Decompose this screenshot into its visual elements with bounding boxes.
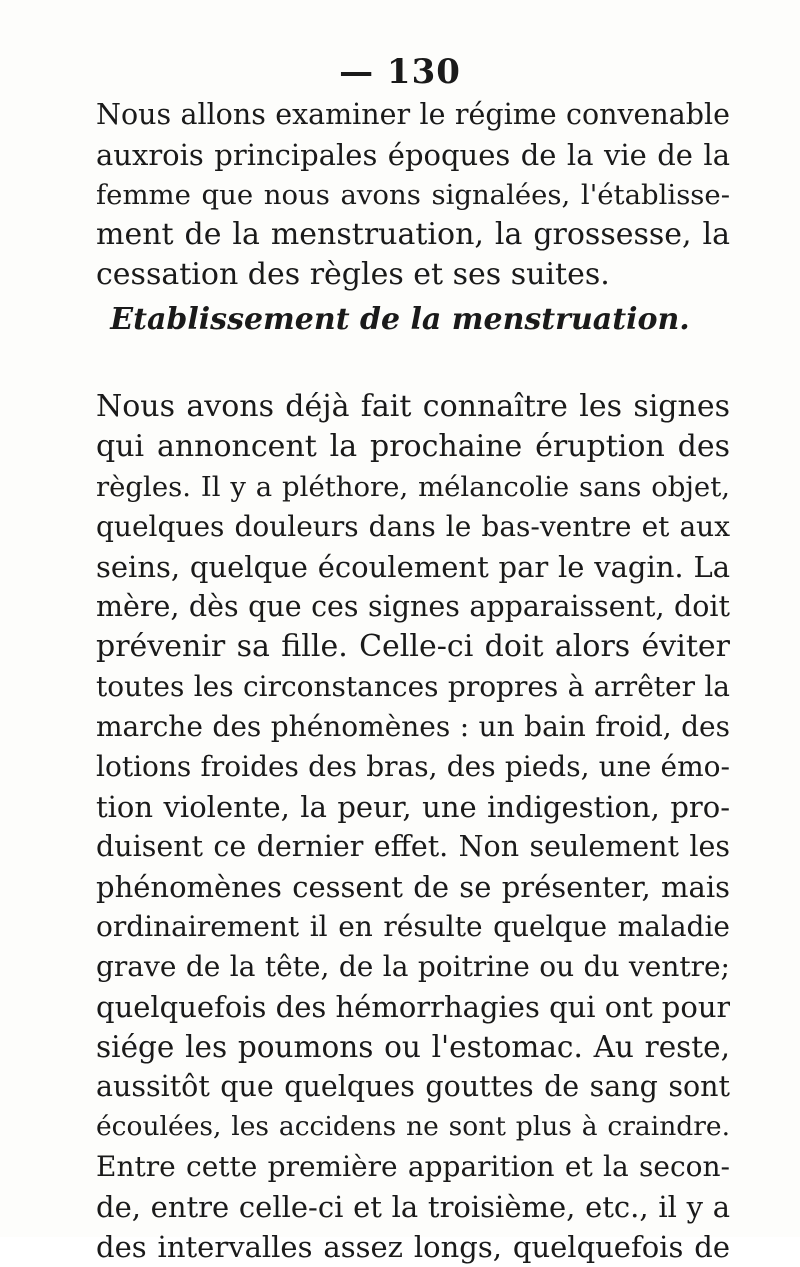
text-line: siége les poumons ou l'estomac. Au reste, (96, 1030, 730, 1064)
text-line: règles. Il y a pléthore, mélancolie sans objet, (96, 471, 730, 503)
intro-paragraph (96, 95, 730, 295)
text-line: ordinairement il en résulte quelque maladie (96, 910, 730, 943)
text-line: marche des phénomènes : un bain froid, des (96, 710, 730, 743)
text-line: auxrois principales époques de la vie de la (96, 138, 730, 172)
text-line: femme que nous avons signalées, l'établisse- (96, 179, 730, 211)
text-line: aussitôt que quelques gouttes de sang sont (96, 1070, 730, 1103)
text-line: quelques douleurs dans le bas-ventre et aux (96, 510, 730, 543)
text-line: ment de la menstruation, la grossesse, la (96, 217, 730, 252)
text-line: Nous allons examiner le régime convenable (96, 98, 730, 131)
text-line: phénomènes cessent de se présenter, mais (96, 870, 730, 904)
text-line: qui annoncent la prochaine éruption des (96, 429, 730, 464)
text-line: toutes les circonstances propres à arrêter la (96, 670, 730, 703)
text-line: cessation des règles et ses suites. (96, 257, 610, 292)
section-title: Etablissement de la menstruation. (110, 302, 690, 337)
text-line: des intervalles assez longs, quelquefois de (96, 1230, 730, 1264)
text-line: duisent ce dernier effet. Non seulement les (96, 830, 730, 863)
body-paragraph (96, 387, 730, 1267)
text-line: seins, quelque écoulement par le vagin. La (96, 550, 730, 584)
text-line: Entre cette première apparition et la secon- (96, 1150, 730, 1183)
text-line: Nous avons déjà fait connaître les signes (96, 389, 730, 424)
text-line: tion violente, la peur, une indigestion, pro- (96, 790, 730, 824)
text-line: lotions froides des bras, des pieds, une émo- (96, 750, 730, 783)
text-line: écoulées, les accidens ne sont plus à craindre. (96, 1111, 730, 1142)
text-line: quelquefois des hémorrhagies qui ont pour (96, 990, 730, 1024)
page-number: — 130 (339, 52, 461, 92)
text-line: grave de la tête, de la poitrine ou du ventre; (96, 950, 730, 983)
text-line: de, entre celle-ci et la troisième, etc., il y a (96, 1190, 730, 1224)
text-line: mère, dès que ces signes apparaissent, doit (96, 590, 730, 623)
text-line: prévenir sa fille. Celle-ci doit alors éviter (96, 629, 730, 664)
